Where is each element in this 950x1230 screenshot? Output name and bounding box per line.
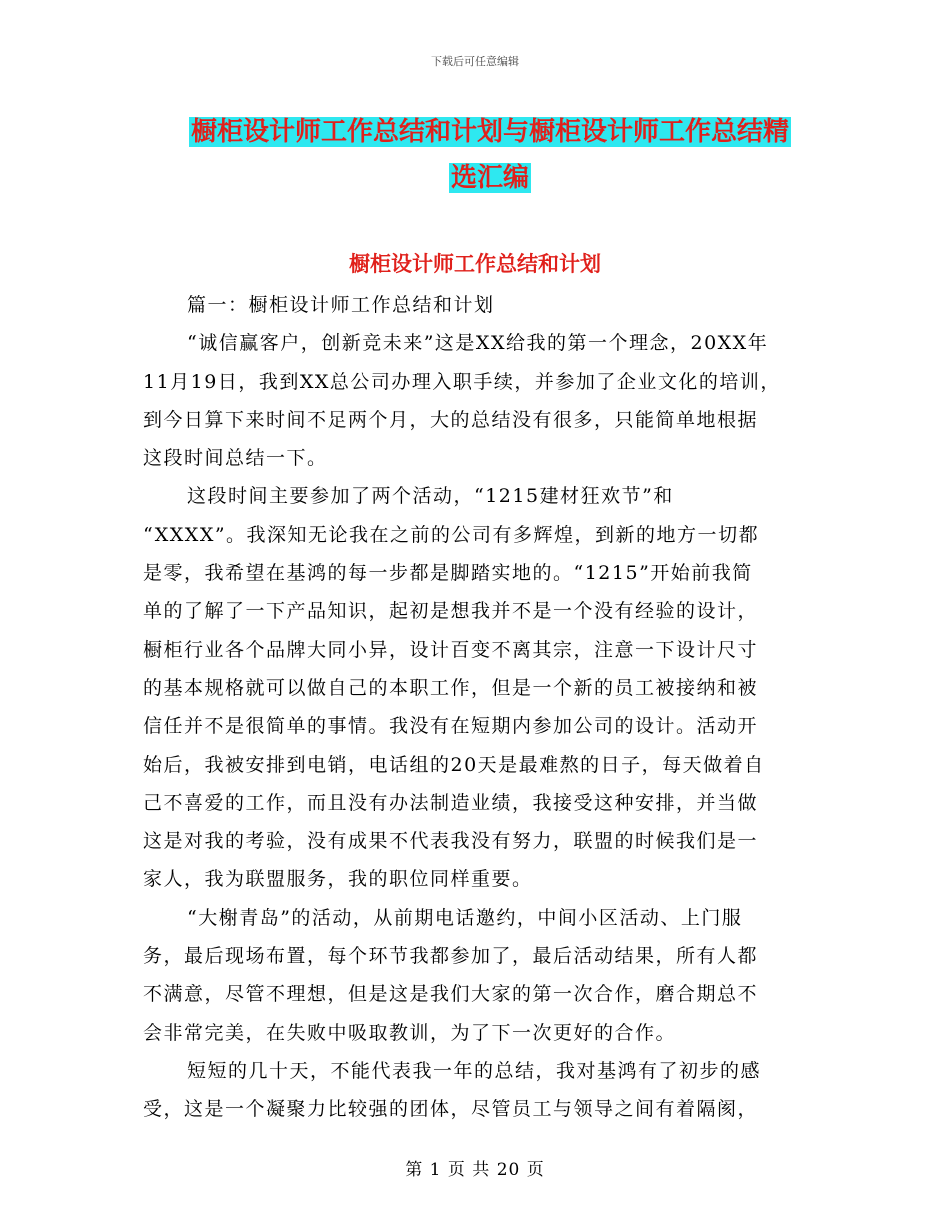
body-line: 己不喜爱的工作，而且没有办法制造业绩，我接受这种安排，并当做: [143, 791, 759, 814]
body-line: 受，这是一个凝聚力比较强的团体，尽管员工与领导之间有着隔阂，: [143, 1098, 759, 1121]
document-title: [140, 109, 840, 201]
body-line: 短短的几十天，不能代表我一年的总结，我对基鸿有了初步的感: [187, 1059, 762, 1082]
body-line: 篇一：橱柜设计师工作总结和计划: [187, 294, 495, 316]
body-line: 是零，我希望在基鸿的每一步都是脚踏实地的。“1215”开始前我简: [143, 562, 753, 585]
body-line: 到今日算下来时间不足两个月，大的总结没有很多，只能简单地根据: [143, 408, 759, 431]
body-line: 这段时间主要参加了两个活动，“1215建材狂欢节”和: [187, 485, 674, 508]
body-line: 11月19日，我到XX总公司办理入职手续，并参加了企业文化的培训，: [143, 370, 781, 393]
page-footer: 第 1 页 共 20 页: [405, 1160, 545, 1180]
document-title-line-1: 橱柜设计师工作总结和计划与橱柜设计师工作总结精: [190, 117, 789, 147]
document-title-line-2: 选汇编: [450, 163, 529, 193]
body-line: 不满意，尽管不理想，但是这是我们大家的第一次合作，磨合期总不: [143, 983, 759, 1006]
body-line: 会非常完美，在失败中吸取教训，为了下一次更好的合作。: [143, 1021, 677, 1044]
body-line: “XXXX”。我深知无论我在之前的公司有多辉煌，到新的地方一切都: [143, 523, 760, 546]
body-line: 这段时间总结一下。: [143, 447, 328, 470]
body-line: 的基本规格就可以做自己的本职工作，但是一个新的员工被接纳和被: [143, 676, 759, 699]
body-line: 始后，我被安排到电销，电话组的20天是最难熬的日子，每天做着自: [143, 753, 765, 776]
body-line: 这是对我的考验，没有成果不代表我没有努力，联盟的时候我们是一: [143, 830, 759, 853]
body-line: 橱柜行业各个品牌大同小异，设计百变不离其宗，注意一下设计尺寸: [143, 638, 759, 661]
header-note: 下载后可任意编辑: [431, 55, 519, 68]
section-title: 橱柜设计师工作总结和计划: [349, 252, 601, 276]
body-text: [143, 286, 813, 1129]
body-line: “诚信赢客户，创新竞未来”这是XX给我的第一个理念，20XX年: [187, 332, 769, 355]
body-line: 务，最后现场布置，每个环节我都参加了，最后活动结果，所有人都: [143, 945, 759, 968]
body-line: 信任并不是很简单的事情。我没有在短期内参加公司的设计。活动开: [143, 715, 759, 738]
body-line: “大榭青岛”的活动，从前期电话邀约，中间小区活动、上门服: [187, 906, 743, 929]
body-line: 家人，我为联盟服务，我的职位同样重要。: [143, 868, 533, 891]
body-line: 单的了解了一下产品知识，起初是想我并不是一个没有经验的设计，: [143, 600, 759, 623]
